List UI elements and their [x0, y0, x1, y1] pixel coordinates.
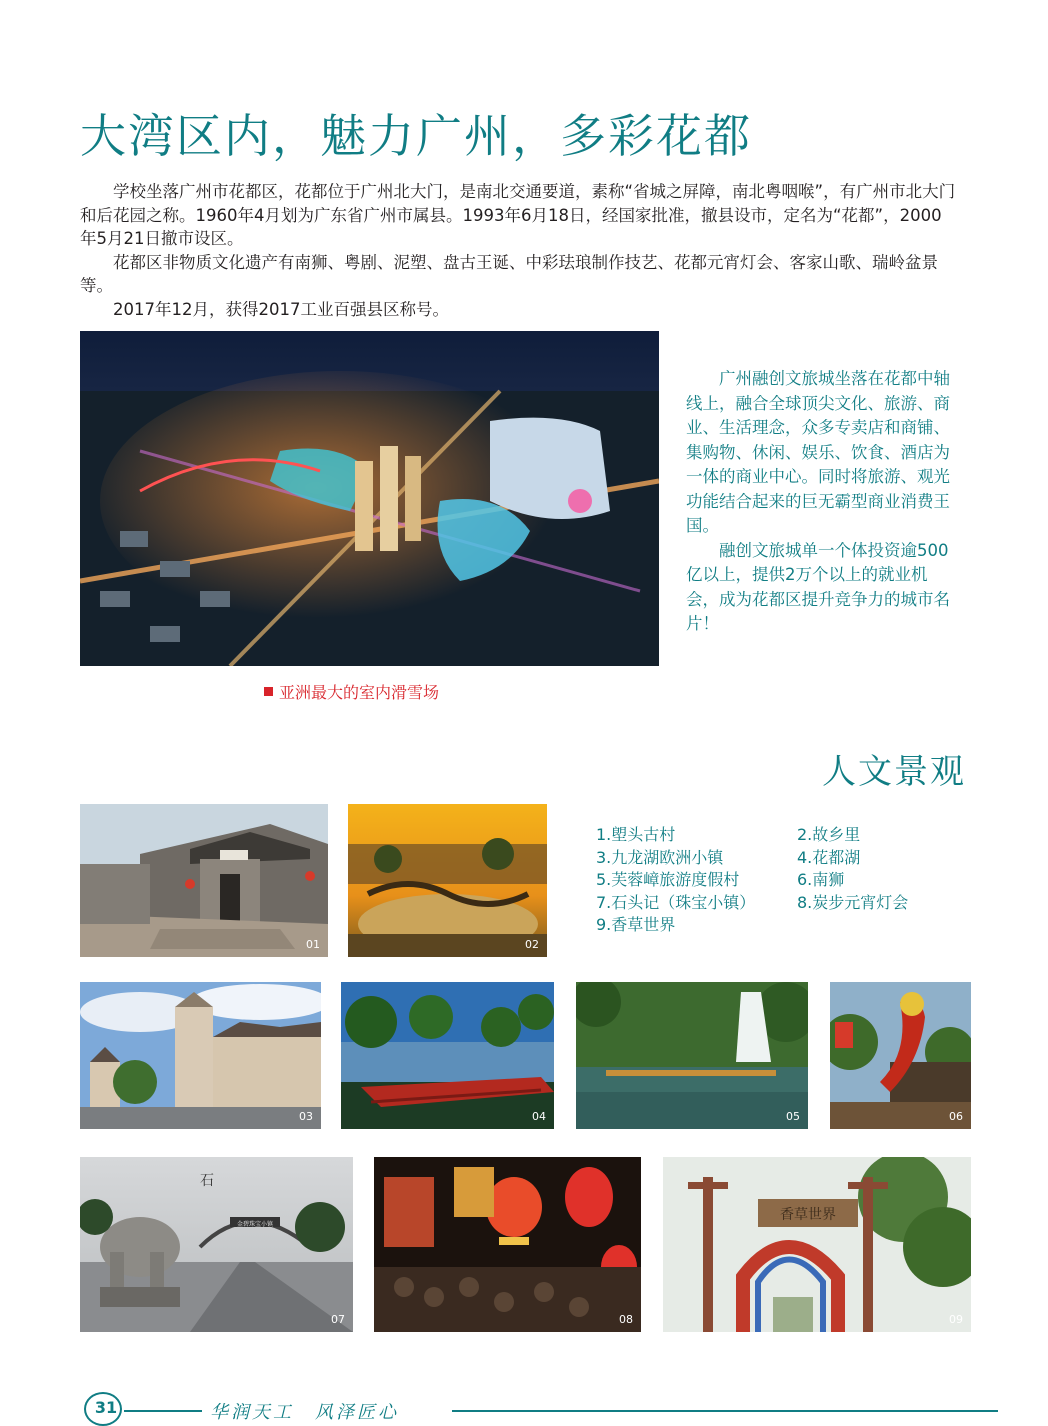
photo-number: 06 [949, 1110, 963, 1123]
intro-paragraph: 花都区非物质文化遗产有南狮、粤剧、泥塑、盘古王诞、中彩珐琅制作技艺、花都元宵灯会、客家山歌、瑞岭盆景等。 [80, 252, 938, 295]
photo-number: 01 [306, 938, 320, 951]
photo-huadu-lake [341, 982, 554, 1129]
landmark-list [596, 824, 976, 937]
landmark-item: 9.香草世界 [596, 915, 676, 934]
sunac-paragraph: 广州融创文旅城坐落在花都中轴线上，融合全球顶尖文化、旅游、商业、生活理念，众多专卖店和商铺、集购物、休闲、娱乐、饮食、酒店为一体的商业中心。同时将旅游、观光功能结合起来的巨无霸型商业消费王国。 [686, 369, 950, 535]
photo-stone-record-town [80, 1157, 353, 1332]
footer-divider [124, 1410, 202, 1412]
photo-lantern-festival [374, 1157, 641, 1332]
landmark-item: 4.花都湖 [797, 847, 861, 867]
caption-bullet-icon [264, 687, 273, 696]
hero-caption [264, 680, 439, 703]
hero-caption-text: 亚洲最大的室内滑雪场 [279, 683, 440, 702]
landmark-item: 6.南狮 [797, 870, 845, 889]
footer-slogan: 华润天工 风泽匠心 [210, 1402, 399, 1423]
photo-herb-world [663, 1157, 971, 1332]
photo-number: 02 [525, 938, 539, 951]
page-title: 大湾区内，魅力广州，多彩花都 [80, 109, 752, 163]
intro-paragraph: 2017年12月，获得2017工业百强县区称号。 [113, 299, 449, 319]
photo-number: 04 [532, 1110, 546, 1123]
landmark-item: 7.石头记（珠宝小镇） [596, 892, 756, 912]
photo-langtou-village [80, 804, 328, 957]
intro-text [80, 180, 958, 321]
sunac-description [686, 367, 952, 637]
landmark-item: 2.故乡里 [797, 825, 861, 844]
photo-number: 08 [619, 1313, 633, 1326]
hero-photo-sunac-city [80, 331, 659, 666]
landmark-item: 1.塱头古村 [596, 825, 676, 844]
photo-southern-lion [830, 982, 971, 1129]
intro-paragraph: 学校坐落广州市花都区，花都位于广州北大门，是南北交通要道，素称“省城之屏障，南北粤咽喉”，有广州市北大门和后花园之称。1960年4月划为广东省广州市属县。1993年6月18日，经国家批准，撤县设市，定名为“花都”，2000年5月21日撤市设区。 [80, 182, 956, 248]
arch-sign-text: 金碧珠宝小镇 [236, 1221, 274, 1228]
landmark-item: 8.炭步元宵灯会 [797, 892, 909, 912]
photo-jiulong-lake-town [80, 982, 321, 1129]
photo-number: 09 [949, 1313, 963, 1326]
page-number: 31 [94, 1398, 118, 1417]
landmark-item: 5.芙蓉嶂旅游度假村 [596, 870, 740, 889]
sunac-paragraph: 融创文旅城单一个体投资逾500亿以上，提供2万个以上的就业机会，成为花都区提升竞争力的城市名片！ [686, 540, 950, 633]
photo-number: 07 [331, 1313, 345, 1326]
herb-sign-text: 香草世界 [780, 1207, 836, 1223]
photo-number: 03 [299, 1110, 313, 1123]
stone-logo-text: 石 [200, 1173, 214, 1189]
landmark-item: 3.九龙湖欧洲小镇 [596, 847, 724, 867]
footer-divider [452, 1410, 998, 1412]
photo-hometown-village [348, 804, 547, 957]
section-title: 人文景观 [822, 752, 966, 792]
photo-furongzhang-resort [576, 982, 808, 1129]
photo-number: 05 [786, 1110, 800, 1123]
